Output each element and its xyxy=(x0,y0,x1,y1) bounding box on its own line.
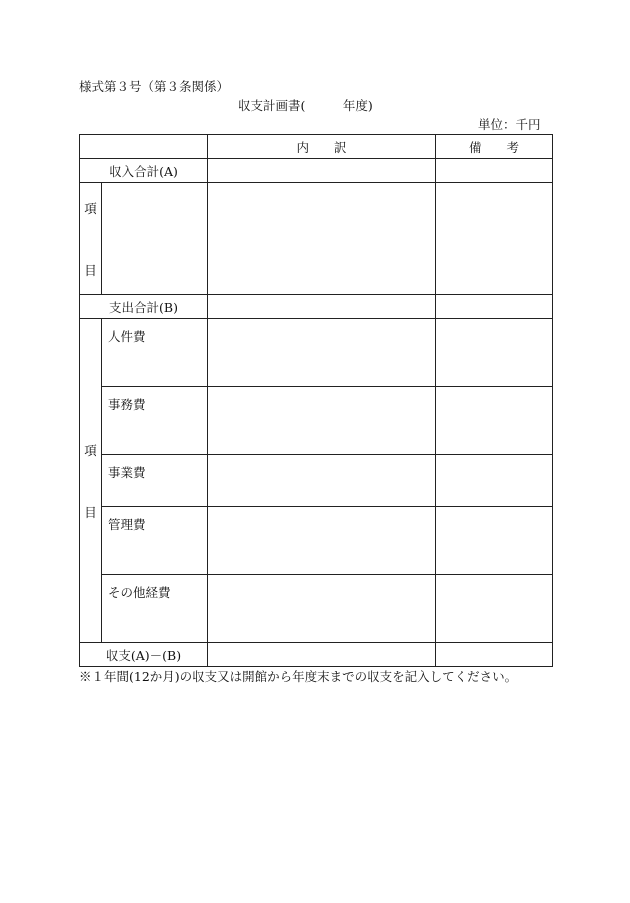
expense-total-row xyxy=(80,295,553,319)
expense-total-remarks-cell[interactable] xyxy=(436,295,553,319)
expense-row-management xyxy=(80,507,553,575)
expense-detail-cell[interactable] xyxy=(208,387,436,455)
expense-total-label: 支出合計(B) xyxy=(80,295,208,319)
balance-remarks-cell[interactable] xyxy=(436,643,553,667)
income-total-row xyxy=(80,159,553,183)
header-detail: 内 訳 xyxy=(208,135,436,159)
balance-label: 収支(A)－(B) xyxy=(80,643,208,667)
balance-detail-cell[interactable] xyxy=(208,643,436,667)
expense-row-business xyxy=(80,455,553,507)
expense-remarks-cell[interactable] xyxy=(436,455,553,507)
income-total-detail-cell[interactable] xyxy=(208,159,436,183)
expense-remarks-cell[interactable] xyxy=(436,575,553,643)
header-row xyxy=(80,135,553,159)
income-total-label: 収入合計(A) xyxy=(80,159,208,183)
income-item-name-cell[interactable] xyxy=(102,183,208,295)
income-item-detail-cell[interactable] xyxy=(208,183,436,295)
header-blank-cell xyxy=(80,135,208,159)
expense-row-other xyxy=(80,575,553,643)
expense-row-personnel xyxy=(80,319,553,387)
item-label-bottom: 目 xyxy=(84,504,97,520)
expense-row-office xyxy=(80,387,553,455)
income-total-remarks-cell[interactable] xyxy=(436,159,553,183)
expense-item-label: 事業費 xyxy=(102,455,208,507)
balance-row xyxy=(80,643,553,667)
expense-remarks-cell[interactable] xyxy=(436,507,553,575)
expense-item-label: その他経費 xyxy=(102,575,208,643)
expense-item-vertical-label xyxy=(80,319,102,643)
header-remarks: 備 考 xyxy=(436,135,553,159)
income-items-row xyxy=(80,183,553,295)
item-label-top: 項 xyxy=(84,200,97,216)
expense-total-detail-cell[interactable] xyxy=(208,295,436,319)
expense-detail-cell[interactable] xyxy=(208,575,436,643)
expense-detail-cell[interactable] xyxy=(208,507,436,575)
income-item-vertical-label xyxy=(80,183,102,295)
expense-remarks-cell[interactable] xyxy=(436,387,553,455)
expense-item-label: 管理費 xyxy=(102,507,208,575)
expense-detail-cell[interactable] xyxy=(208,455,436,507)
expense-item-label: 人件費 xyxy=(102,319,208,387)
budget-table xyxy=(79,134,553,667)
page-title: 収支計画書( 年度) xyxy=(238,98,373,113)
expense-detail-cell[interactable] xyxy=(208,319,436,387)
expense-remarks-cell[interactable] xyxy=(436,319,553,387)
unit-label: 単位：千円 xyxy=(478,117,541,132)
income-item-remarks-cell[interactable] xyxy=(436,183,553,295)
note-text: ※１年間(12か月)の収支又は開館から年度末までの収支を記入してください。 xyxy=(79,669,518,684)
form-label: 様式第３号（第３条関係） xyxy=(79,79,230,94)
expense-item-label: 事務費 xyxy=(102,387,208,455)
item-label-top: 項 xyxy=(84,442,97,458)
item-label-bottom: 目 xyxy=(84,262,97,278)
